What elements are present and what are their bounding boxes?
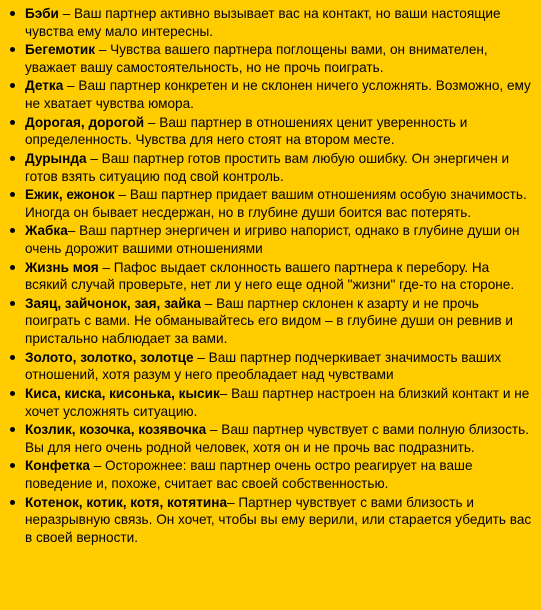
entry-description: – Ваш партнер придает вашим отношениям особую значимость. Иногда он бывает несдержан, но в глубине души боится вас потерять. xyxy=(25,187,527,220)
list-item xyxy=(0,259,535,294)
entry-description: – Пафос выдает склонность вашего партнера к перебору. На всякий случай проверьте, нет ли у него еще одной "жизни" где-то на стороне. xyxy=(25,259,515,293)
list-item xyxy=(0,385,535,420)
entry-term: Дурында xyxy=(25,150,87,166)
entry-description: – Ваш партнер энергичен и игриво напорист, однако в глубине души он очень дорожит вашими отношениями xyxy=(25,223,520,256)
bullet-icon xyxy=(10,11,15,16)
entry-description: – Ваш партнер чувствует с вами полную близость. Вы для него очень родной человек, хотя он и не прочь вас подразнить. xyxy=(25,422,529,455)
entry-description: – Ваш партнер подчеркивает значимость ваших отношений, хотя разум у него преобладает над чувствами xyxy=(25,349,502,383)
entry-description: – Осторожнее: ваш партнер очень остро реагирует на ваше поведение и, похоже, считает вас своей собственностью. xyxy=(25,458,473,491)
entry-description: – Ваш партнер конкретен и не склонен ничего усложнять. Возможно, ему не хватает чувства юмора. xyxy=(25,78,531,112)
bullet-icon xyxy=(10,192,15,197)
list-item xyxy=(0,421,535,456)
list-item xyxy=(0,222,535,257)
list-item xyxy=(0,494,535,547)
list-item xyxy=(0,5,535,40)
bullet-icon xyxy=(10,391,15,396)
bullet-icon xyxy=(10,355,15,360)
bullet-icon xyxy=(10,228,15,233)
list-item xyxy=(0,457,535,492)
entry-term: Киса, киска, кисонька, кысик xyxy=(25,385,220,401)
list-item xyxy=(0,114,535,149)
entry-description: – Ваш партнер активно вызывает вас на контакт, но ваши настоящие чувства ему мало интересны. xyxy=(25,6,501,39)
entry-description: – Ваш партнер настроен на близкий контакт и не хочет усложнять ситуацию. xyxy=(25,385,530,419)
entry-term: Золото, золотко, золотце xyxy=(25,349,194,365)
bullet-icon xyxy=(10,83,15,88)
list-item xyxy=(0,41,535,76)
entry-term: Заяц, зайчонок, зая, зайка xyxy=(25,295,201,311)
entry-description: – Ваш партнер склонен к азарту и не прочь поиграть с вами. Не обманывайтесь его видом – в глубине души он ревнив и пристально наблюдает за вами. xyxy=(25,295,513,347)
list-item xyxy=(0,77,535,112)
entry-description: – Ваш партнер в отношениях ценит уверенность и определенность. Чувства для него стоят на втором месте. xyxy=(25,114,468,148)
bullet-icon xyxy=(10,500,15,505)
entry-description: – Партнер чувствует с вами близость и неразрывную связь. Он хочет, чтобы вы ему верили, или старается убедить вас в своей верности. xyxy=(25,494,532,545)
nickname-list xyxy=(0,5,535,546)
bullet-icon xyxy=(10,427,15,432)
entry-term: Детка xyxy=(25,78,64,94)
entry-term: Ежик, ежонок xyxy=(25,187,115,203)
entry-term: Котенок, котик, котя, котятина xyxy=(25,494,228,510)
entry-term: Жабка xyxy=(25,223,68,239)
bullet-icon xyxy=(10,156,15,161)
entry-term: Дорогая, дорогой xyxy=(25,114,145,130)
bullet-icon xyxy=(10,301,15,306)
bullet-icon xyxy=(10,47,15,52)
list-item xyxy=(0,349,535,384)
entry-term: Бегемотик xyxy=(25,42,96,58)
entry-term: Бэби xyxy=(25,6,59,21)
list-item xyxy=(0,150,535,185)
entry-description: – Ваш партнер готов простить вам любую ошибку. Он энергичен и готов взять ситуацию под свой контроль. xyxy=(25,150,510,184)
entry-term: Конфетка xyxy=(25,458,90,474)
list-item xyxy=(0,295,535,348)
entry-term: Козлик, козочка, козявочка xyxy=(25,422,207,438)
entry-term: Жизнь моя xyxy=(25,259,99,275)
bullet-icon xyxy=(10,265,15,270)
entry-description: – Чувства вашего партнера поглощены вами, он внимателен, уважает вашу самостоятельность, но не прочь поиграть. xyxy=(25,42,488,75)
list-item xyxy=(0,186,535,221)
bullet-icon xyxy=(10,463,15,468)
bullet-icon xyxy=(10,120,15,125)
